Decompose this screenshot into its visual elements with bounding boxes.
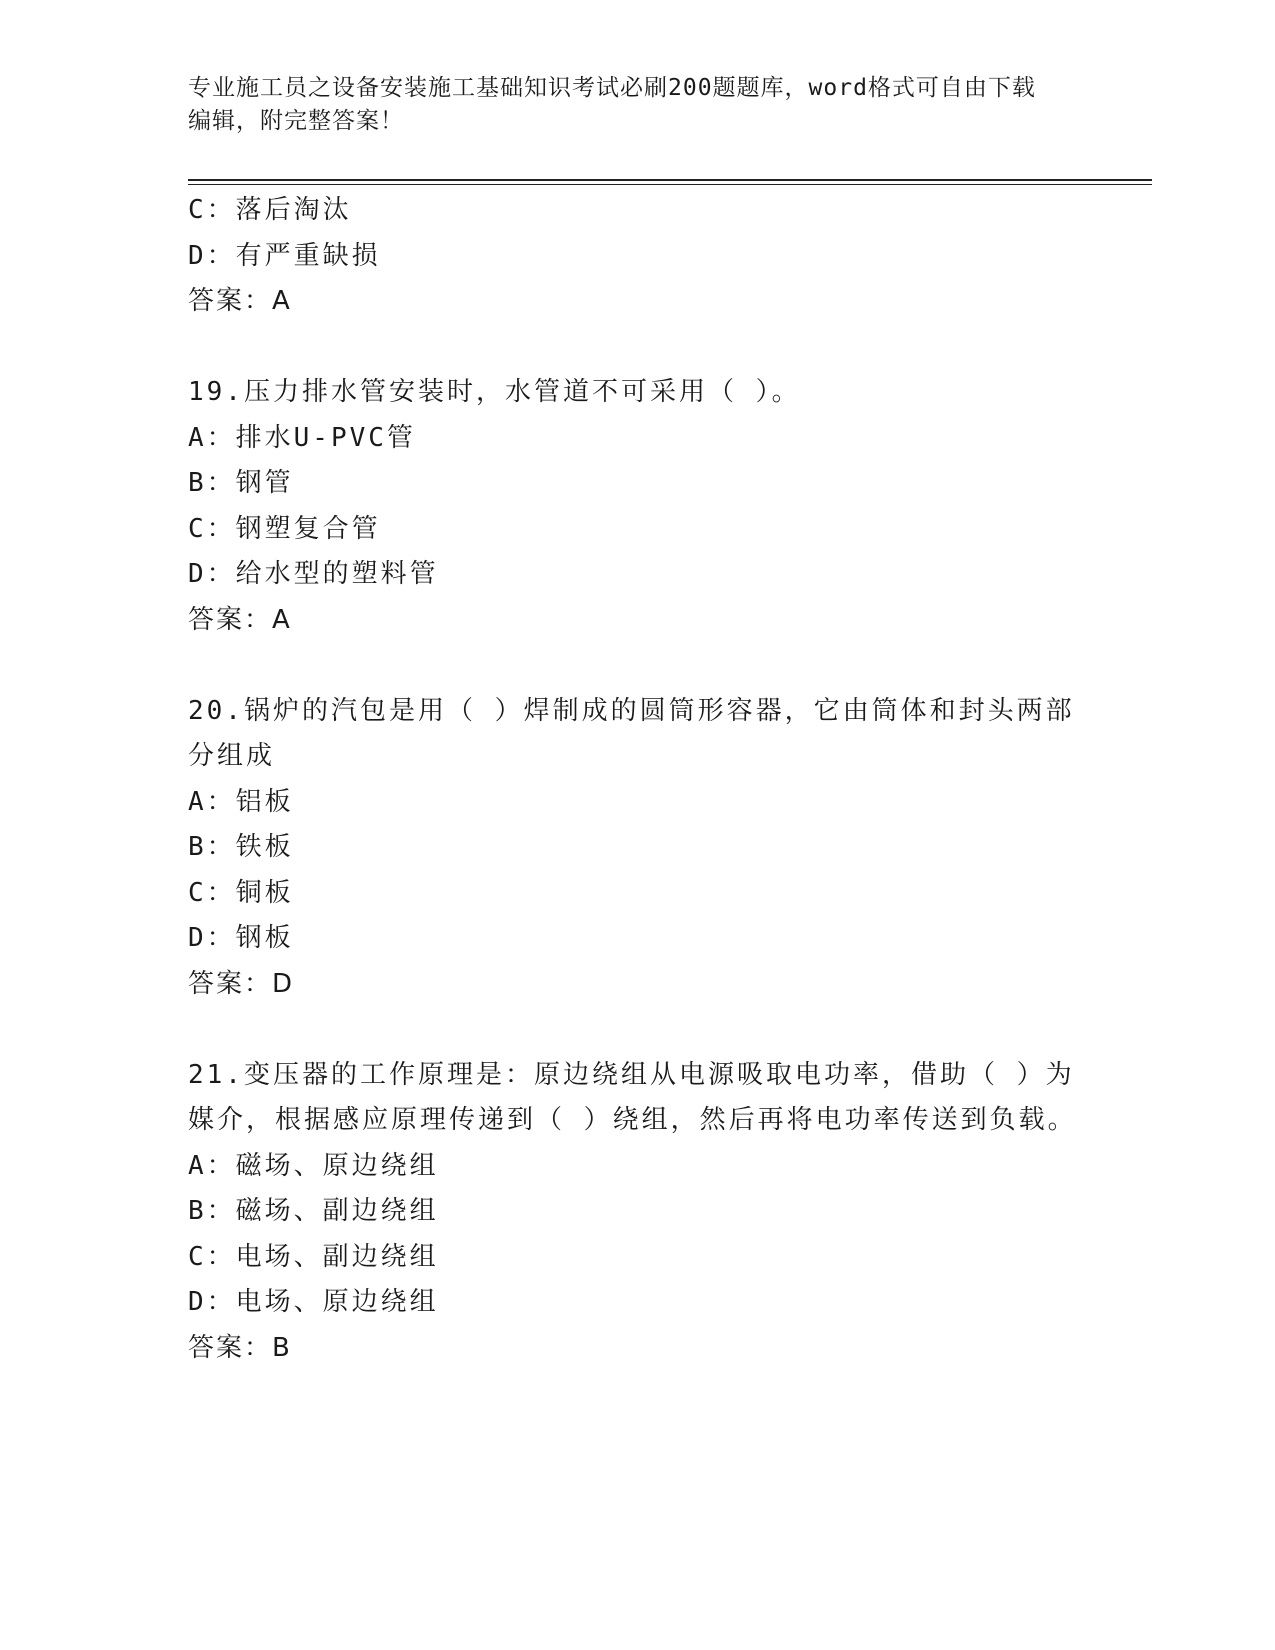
spacer (188, 643, 1088, 689)
q21-question-line-1: 21.变压器的工作原理是：原边绕组从电源吸取电功率，借助（ ）为 (188, 1059, 1075, 1090)
q18-option-c: C：落后淘汰 (188, 195, 352, 225)
q21-option-d: D：电场、原边绕组 (188, 1287, 439, 1317)
header-title-line-1: 专业施工员之设备安装施工基础知识考试必刷200题题库，word格式可自由下载 (188, 75, 1036, 101)
q20-question-line-2: 分组成 (188, 741, 276, 771)
question-21 (188, 1053, 1088, 1372)
q18-answer: 答案：A (188, 286, 292, 316)
q20-option-b: B：铁板 (188, 832, 294, 862)
q19-option-d: D：给水型的塑料管 (188, 559, 439, 589)
spacer (188, 325, 1088, 371)
q20-question-line-1: 20.锅炉的汽包是用（ ）焊制成的圆筒形容器，它由筒体和封头两部 (188, 695, 1075, 726)
document-header (188, 72, 1088, 138)
q21-question-line-2: 媒介，根据感应原理传递到（ ）绕组，然后再将电功率传送到负载。 (188, 1105, 1077, 1135)
q20-option-a: A：铝板 (188, 786, 294, 817)
q18-option-d: D：有严重缺损 (188, 240, 381, 271)
document-body (188, 188, 1088, 1371)
question-19 (188, 370, 1088, 643)
q19-option-b: B：钢管 (188, 468, 294, 498)
q19-answer: 答案：A (188, 604, 292, 635)
q21-option-a: A：磁场、原边绕组 (188, 1150, 439, 1181)
q21-answer: 答案：B (188, 1332, 292, 1363)
q19-option-a: A：排水U-PVC管 (188, 422, 416, 453)
q20-option-c: C：铜板 (188, 877, 294, 908)
q21-option-b: B：磁场、副边绕组 (188, 1196, 439, 1226)
question-20 (188, 689, 1088, 1008)
header-divider-thick (188, 179, 1152, 181)
q19-option-c: C：钢塑复合管 (188, 513, 381, 544)
q21-option-c: C：电场、副边绕组 (188, 1241, 439, 1272)
header-divider-thin (188, 184, 1152, 185)
q20-answer: 答案：D (188, 968, 295, 999)
q19-question: 19.压力排水管安装时，水管道不可采用（ ）。 (188, 377, 801, 407)
spacer (188, 1007, 1088, 1053)
header-title-line-2: 编辑，附完整答案！ (188, 108, 404, 134)
q20-option-d: D：钢板 (188, 923, 294, 953)
question-18-tail (188, 188, 1088, 325)
